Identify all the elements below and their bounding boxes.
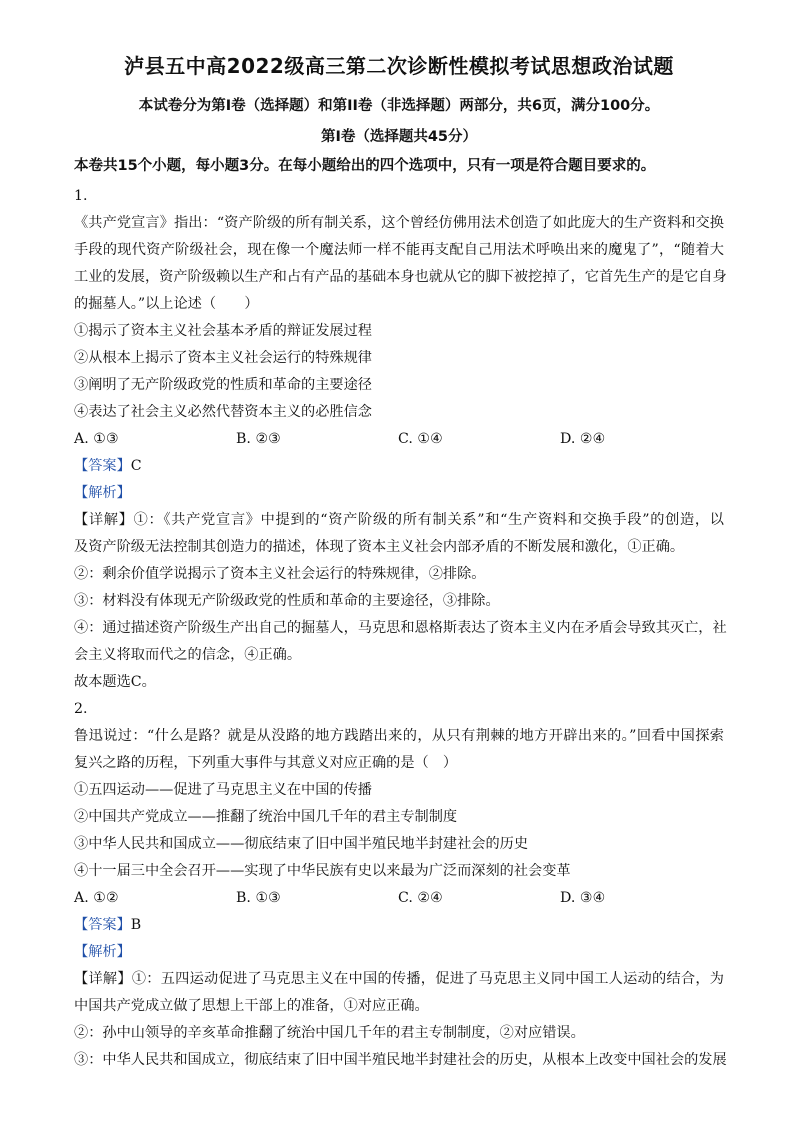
detail-label: 【详解】 bbox=[74, 512, 134, 528]
answer-value: C bbox=[130, 458, 142, 474]
detail-line: ②：孙中山领导的辛亥革命推翻了统治中国几千年的君主专制制度，②对应错误。 bbox=[74, 1025, 585, 1041]
question-stem-line: 手段的现代资产阶级社会，现在像一个魔法师一样不能再支配自己用法术呼唤出来的魔鬼了”，“随着大 bbox=[74, 242, 724, 258]
option-d: D. ③④ bbox=[560, 890, 606, 906]
detail-line bbox=[74, 969, 724, 989]
option-d: D. ②④ bbox=[560, 431, 606, 447]
answer-label: 【答案】 bbox=[74, 917, 131, 933]
answer-label: 【答案】 bbox=[74, 458, 131, 474]
option-c: C. ②④ bbox=[398, 890, 443, 906]
analysis-label: 【解析】 bbox=[74, 944, 131, 960]
statement-item: ③中华人民共和国成立——彻底结束了旧中国半殖民地半封建社会的历史 bbox=[74, 836, 529, 852]
statement-item: ②中国共产党成立——推翻了统治中国几千年的君主专制制度 bbox=[74, 809, 458, 825]
option-c: C. ①④ bbox=[398, 431, 443, 447]
statement-item: ①五四运动——促进了马克思主义在中国的传播 bbox=[74, 782, 372, 798]
detail-line: 及资产阶级无法控制其创造力的描述，体现了资本主义社会内部矛盾的不断发展和激化，①正确。 bbox=[74, 539, 685, 555]
statement-item: ①揭示了资本主义社会基本矛盾的辩证发展过程 bbox=[74, 323, 372, 339]
option-a: A. ①③ bbox=[74, 431, 119, 447]
exam-subtitle: 本试卷分为第I卷（选择题）和第II卷（非选择题）两部分，共6页，满分100分。 bbox=[138, 98, 660, 114]
question-stem-line: 鲁迅说过：“什么是路？就是从没路的地方践踏出来的，从只有荆棘的地方开辟出来的。”回看中国探索 bbox=[74, 728, 724, 744]
detail-line: ③：材料没有体现无产阶级政党的性质和革命的主要途径，③排除。 bbox=[74, 593, 500, 609]
statement-item: ④表达了社会主义必然代替资本主义的必胜信念 bbox=[74, 404, 372, 420]
detail-line: ③：中华人民共和国成立，彻底结束了旧中国半殖民地半封建社会的历史，从根本上改变中国社会的发展 bbox=[74, 1052, 727, 1068]
exam-title: 泸县五中高2022级高三第二次诊断性模拟考试思想政治试题 bbox=[124, 54, 674, 78]
detail-line: ②：剩余价值学说揭示了资本主义社会运行的特殊规律，②排除。 bbox=[74, 566, 486, 582]
detail-line: ④：通过描述资产阶级生产出自己的掘墓人，马克思和恩格斯表达了资本主义内在矛盾会导致其灭亡，社 bbox=[74, 620, 727, 636]
option-b: B. ②③ bbox=[236, 431, 281, 447]
detail-line: 会主义将取而代之的信念，④正确。 bbox=[74, 647, 302, 663]
question-stem-line: 复兴之路的历程，下列重大事件与其意义对应正确的是（ ） bbox=[74, 755, 458, 771]
instruction: 本卷共15个小题，每小题3分。在每小题给出的四个选项中，只有一项是符合题目要求的。 bbox=[74, 158, 656, 174]
detail-line bbox=[74, 510, 724, 530]
answer-row bbox=[74, 915, 141, 935]
answer-options bbox=[74, 888, 724, 908]
analysis-label: 【解析】 bbox=[74, 485, 131, 501]
detail-text: ①：五四运动促进了马克思主义在中国的传播，促进了马克思主义同中国工人运动的结合，为 bbox=[131, 971, 724, 987]
option-a: A. ①② bbox=[74, 890, 119, 906]
part-heading: 第I卷（选择题共45分） bbox=[320, 129, 478, 145]
detail-line: 故本题选C。 bbox=[74, 674, 156, 690]
question-stem-line: 的掘墓人。”以上论述（ ） bbox=[74, 296, 259, 312]
detail-line: 中国共产党成立做了思想上干部上的准备，①对应正确。 bbox=[74, 998, 429, 1014]
option-b: B. ①③ bbox=[236, 890, 281, 906]
statement-item: ②从根本上揭示了资本主义社会运行的特殊规律 bbox=[74, 350, 372, 366]
question-number: 1. bbox=[74, 188, 88, 204]
question-stem-line: 《共产党宣言》指出：“资产阶级的所有制关系，这个曾经仿佛用法术创造了如此庞大的生产资料和交换 bbox=[74, 215, 724, 231]
statement-item: ③阐明了无产阶级政党的性质和革命的主要途径 bbox=[74, 377, 372, 393]
answer-row bbox=[74, 456, 142, 476]
question-stem-line: 工业的发展，资产阶级赖以生产和占有产品的基础本身也就从它的脚下被挖掉了，它首先生产的是它自身 bbox=[74, 269, 727, 285]
question-number: 2. bbox=[74, 701, 88, 717]
answer-options bbox=[74, 429, 724, 449]
statement-item: ④十一届三中全会召开——实现了中华民族有史以来最为广泛而深刻的社会变革 bbox=[74, 863, 571, 879]
answer-value: B bbox=[130, 917, 142, 933]
detail-label: 【详解】 bbox=[74, 971, 132, 987]
detail-text: ①：《共产党宣言》中提到的“资产阶级的所有制关系”和“生产资料和交换手段”的创造，以 bbox=[133, 512, 724, 528]
